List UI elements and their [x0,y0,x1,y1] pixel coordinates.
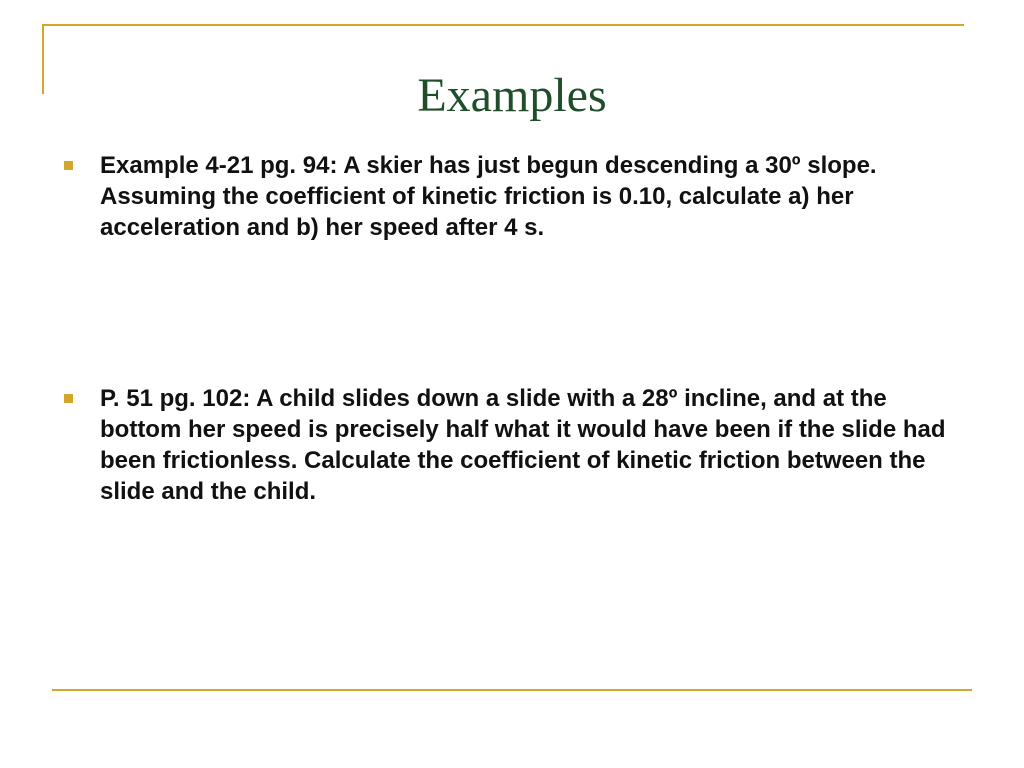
bullet-text: P. 51 pg. 102: A child slides down a slide with a 28º incline, and at the bottom her speed is precisely half what it would have been if the slide had been frictionless. Calculate the coefficient of kinetic friction between the slide and the child. [100,385,946,505]
square-bullet-icon [64,161,73,170]
bullet-item-p-51 [64,383,964,507]
bottom-accent-line [52,689,972,691]
bullet-item-example-4-21 [64,150,964,243]
square-bullet-icon [64,394,73,403]
top-accent-line [42,24,964,26]
bullet-list [64,150,964,507]
bullet-text: Example 4-21 pg. 94: A skier has just begun descending a 30º slope. Assuming the coefficient of kinetic friction is 0.10, calculate a) her acceleration and b) her speed after 4 s. [100,152,877,241]
slide-title: Examples [417,69,607,122]
